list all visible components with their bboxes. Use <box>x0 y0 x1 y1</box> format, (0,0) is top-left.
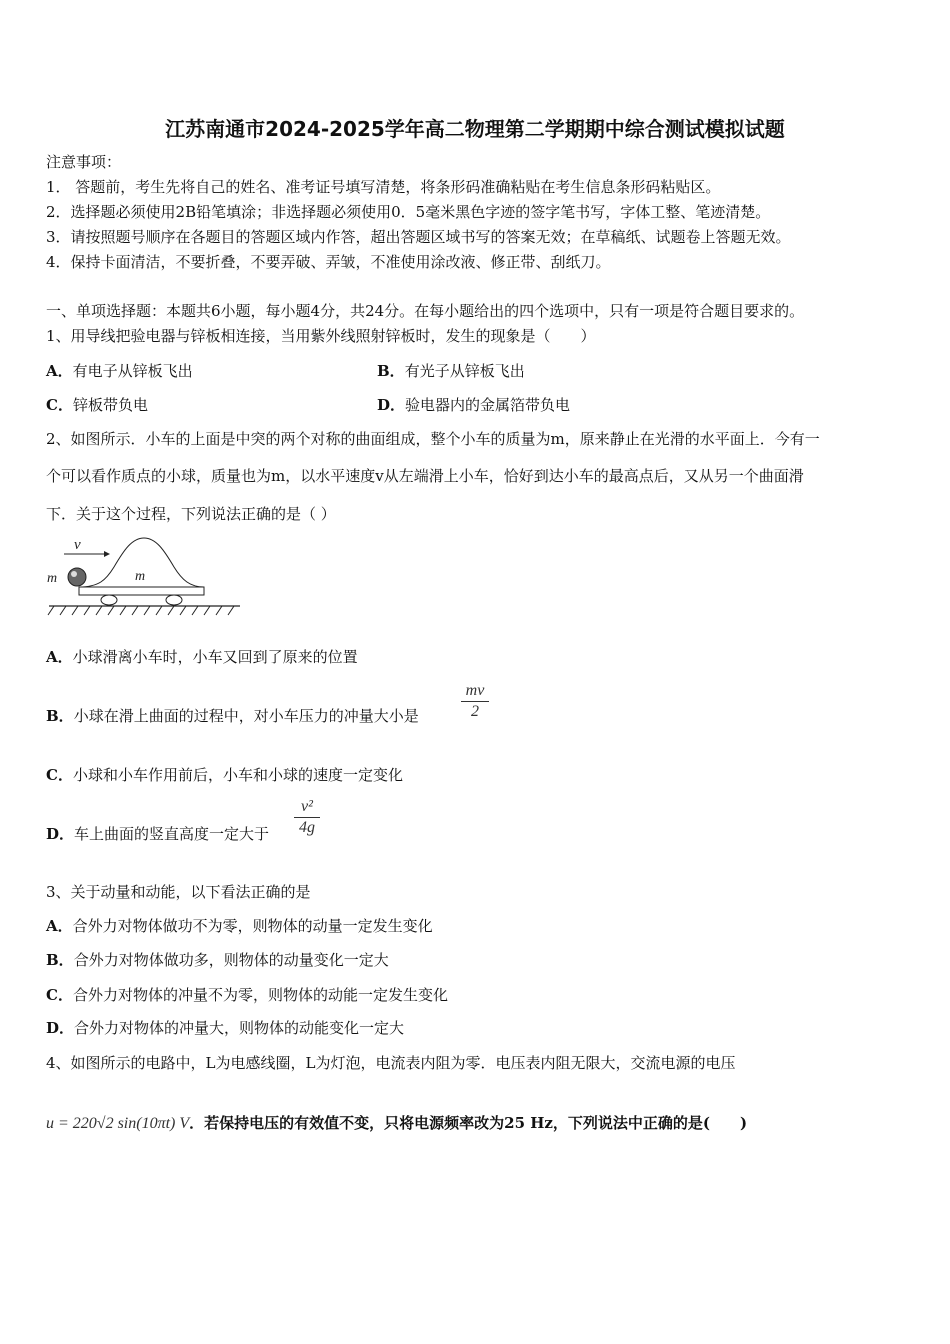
ball-highlight <box>71 571 77 577</box>
section-heading: 一、单项选择题：本题共6小题，每小题4分，共24分。在每小题给出的四个选项中，只有一项是符合题目要求的。 <box>46 302 805 320</box>
wheel <box>166 595 182 605</box>
fraction-denominator: 4g <box>299 819 315 836</box>
velocity-label: v <box>74 537 81 553</box>
q3-option-d <box>46 1018 404 1038</box>
q3-option-b <box>46 950 389 970</box>
page-title: 江苏南通市2024-2025学年高二物理第二学期期中综合测试模拟试题 <box>165 117 785 141</box>
fraction-mv-over-2 <box>461 682 489 721</box>
option-text: 合外力对物体的冲量大，则物体的动能变化一定大 <box>74 1019 405 1037</box>
question-2-stem-line: 下．关于这个过程，下列说法正确的是（ ） <box>46 505 336 523</box>
notice-item: 4．保持卡面清洁，不要折叠，不要弄破、弄皱，不准使用涂改液、修正带、刮纸刀。 <box>46 253 611 271</box>
q3-option-c <box>46 985 448 1005</box>
q2-option-d <box>46 824 269 844</box>
notice-item: 2．选择题必须使用2B铅笔填涂；非选择题必须使用0．5毫米黑色字迹的签字笔书写，字体工整、笔迹清楚。 <box>46 203 771 221</box>
question-4-formula-line <box>46 1113 747 1134</box>
cart-mass-label: m <box>135 569 146 584</box>
option-text: 合外力对物体做功多，则物体的动量变化一定大 <box>73 951 389 969</box>
q2-option-a <box>46 647 358 667</box>
fraction-bar <box>461 701 489 702</box>
arrow-head <box>104 551 110 557</box>
question-3-stem: 3、关于动量和动能，以下看法正确的是 <box>46 883 311 901</box>
q2-option-b <box>46 706 419 726</box>
ground-hatching <box>48 606 234 615</box>
fraction-numerator: v² <box>301 798 313 815</box>
q1-option-a <box>46 361 193 381</box>
q3-option-a <box>46 916 433 936</box>
question-1-stem: 1、用导线把验电器与锌板相连接，当用紫外线照射锌板时，发生的现象是（ ） <box>46 327 596 345</box>
cart-ball-figure <box>44 532 249 622</box>
option-key: D． <box>46 825 75 843</box>
option-text: 锌板带负电 <box>72 396 148 414</box>
question-4-stem: 4、如图所示的电路中，L为电感线圈，L为灯泡，电流表内阻为零．电压表内阻无限大，交流电源的电压 <box>46 1054 736 1072</box>
option-key: A． <box>46 648 73 666</box>
question-2-stem-line: 2、如图所示．小车的上面是中突的两个对称的曲面组成，整个小车的质量为m，原来静止在光滑的水平面上．今有一 <box>46 430 820 448</box>
option-key: C． <box>46 396 73 414</box>
notice-heading: 注意事项： <box>46 153 122 171</box>
q1-option-c <box>46 395 148 415</box>
option-text: 有光子从锌板飞出 <box>404 362 525 380</box>
option-key: D． <box>46 1019 75 1037</box>
fraction-bar <box>294 817 320 818</box>
q1-option-d <box>377 395 570 415</box>
fraction-v2-over-4g <box>294 798 320 837</box>
option-key: C． <box>46 766 73 784</box>
option-key: C． <box>46 986 73 1004</box>
option-key: B． <box>46 951 74 969</box>
option-text: 小球滑离小车时，小车又回到了原来的位置 <box>72 648 358 666</box>
option-key: B． <box>46 707 74 725</box>
option-text: 合外力对物体的冲量不为零，则物体的动能一定发生变化 <box>72 986 448 1004</box>
ball <box>68 568 86 586</box>
question-2-stem-line: 个可以看作质点的小球，质量也为m，以水平速度v从左端滑上小车，恰好到达小车的最高点后，又从另一个曲面滑 <box>46 467 804 485</box>
notice-item: 1． 答题前，考生先将自己的姓名、准考证号填写清楚，将条形码准确粘贴在考生信息条形码粘贴区。 <box>46 178 721 196</box>
option-key: A． <box>46 917 73 935</box>
question-4-continuation: ．若保持电压的有效值不变，只将电源频率改为25 Hz，下列说法中正确的是( ) <box>189 1114 748 1132</box>
voltage-formula: u = 220√2 sin(10πt) V <box>46 1115 190 1132</box>
option-key: D． <box>377 396 406 414</box>
fraction-numerator: mv <box>465 682 485 699</box>
fraction-denominator: 2 <box>471 703 479 720</box>
option-text: 合外力对物体做功不为零，则物体的动量一定发生变化 <box>72 917 433 935</box>
q2-option-c <box>46 765 403 785</box>
option-text: 车上曲面的竖直高度一定大于 <box>74 825 270 843</box>
wheel <box>101 595 117 605</box>
option-key: B． <box>377 362 405 380</box>
option-text: 小球和小车作用前后，小车和小球的速度一定变化 <box>72 766 403 784</box>
notice-item: 3．请按照题号顺序在各题目的答题区域内作答，超出答题区域书写的答案无效；在草稿纸、试题卷上答题无效。 <box>46 228 791 246</box>
option-text: 验电器内的金属箔带负电 <box>405 396 571 414</box>
option-key: A． <box>46 362 73 380</box>
option-text: 小球在滑上曲面的过程中，对小车压力的冲量大小是 <box>73 707 419 725</box>
q1-option-b <box>377 361 525 381</box>
option-text: 有电子从锌板飞出 <box>72 362 193 380</box>
ball-mass-label: m <box>47 571 58 586</box>
cart-base <box>79 587 204 595</box>
